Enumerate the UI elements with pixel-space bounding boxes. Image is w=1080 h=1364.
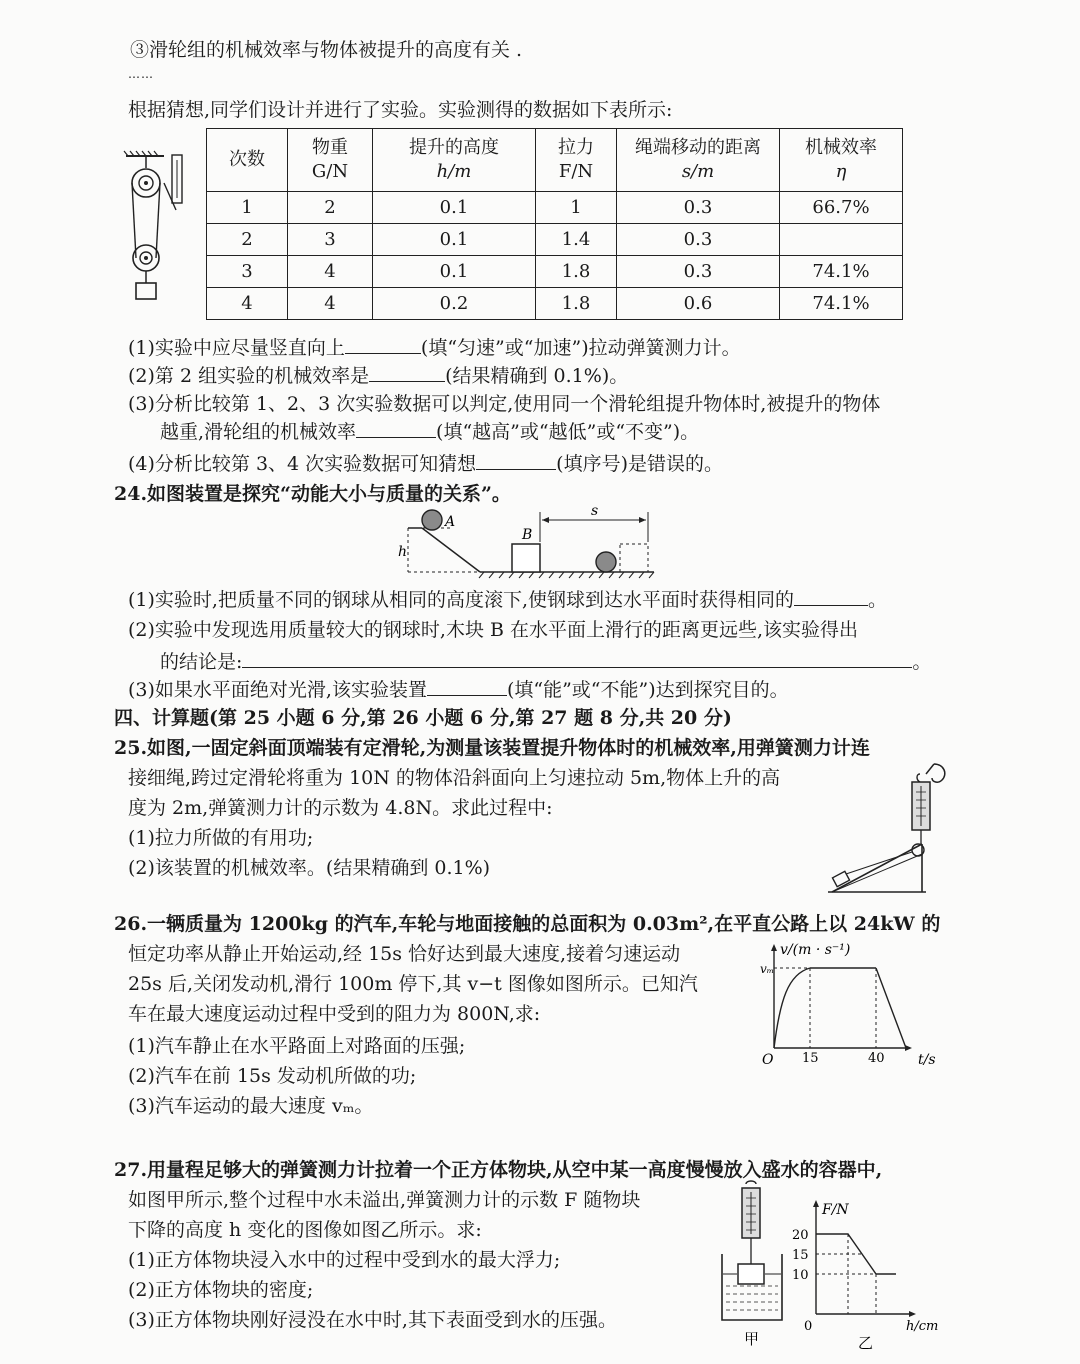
q26-line3: 25s 后,关闭发动机,滑行 100m 停下,其 v−t 图像如图所示。已知汽 [128,973,698,995]
table-cell: 0.1 [373,224,536,256]
q24-part2-end: 。 [912,651,932,673]
incline-figure [826,760,942,900]
q23-part1-text: (1)实验中应尽量竖直向上 [128,337,345,359]
table-row [207,224,903,256]
q23-part3-cont [160,420,699,444]
table-cell: 1.8 [536,256,617,288]
table-cell: 2 [288,192,373,224]
header-cell [780,129,903,192]
table-cell: 4 [288,288,373,320]
table-cell: 1.4 [536,224,617,256]
table-intro: 根据猜想,同学们设计并进行了实验。实验测得的数据如下表所示: [128,99,673,121]
header-label: 机械效率 [805,137,877,158]
header-cell [373,129,536,192]
q24-title: 24.如图装置是探究“动能大小与质量的关系”。 [114,483,511,505]
figure-yi-graph [784,1196,954,1356]
q25-text: 25.如图,一固定斜面顶端装有定滑轮,为测量该装置提升物体时的机械效率,用弹簧测力计连 [114,737,870,759]
header-unit: G/N [311,161,349,182]
table-cell: 3 [288,224,373,256]
answer-blank[interactable] [345,337,421,354]
table-cell: 4 [207,288,288,320]
answer-blank[interactable] [356,421,436,438]
answer-blank[interactable] [427,679,507,696]
q25-line2: 接细绳,跨过定滑轮将重为 10N 的物体沿斜面向上匀速拉动 5m,物体上升的高 [128,767,781,789]
label-s: s [591,503,599,519]
q23-part2-hint: (结果精确到 0.1%)。 [445,365,629,387]
header-unit: h/m [436,161,472,182]
q26-text: 26.一辆质量为 1200kg 的汽车,车轮与地面接触的总面积为 0.03m²,在平直公路上以 24kW 的 [114,913,941,935]
hypothesis-3: ③滑轮组的机械效率与物体被提升的高度有关 . [130,39,523,61]
q23-part1 [128,336,741,360]
header-unit: s/m [681,161,715,182]
header-cell [288,129,373,192]
experiment-table [206,128,903,320]
tick-15: 15 [802,1051,819,1066]
header-cell [536,129,617,192]
table-cell: 4 [288,256,373,288]
label-b: B [522,527,533,543]
q25-part2: (2)该装置的机械效率。(结果精确到 0.1%) [128,857,491,879]
q27-part2: (2)正方体物块的密度; [128,1279,314,1301]
table-cell: 1 [207,192,288,224]
table-cell: 0.6 [617,288,780,320]
tick-10: 10 [792,1268,809,1283]
header-label: 提升的高度 [409,137,499,158]
header-label: 物重 [312,137,348,158]
q26-line4: 车在最大速度运动过程中受到的阻力为 800N,求: [128,1003,541,1025]
t-axis-label: t/s [918,1052,936,1068]
q26-part3: (3)汽车运动的最大速度 vₘ。 [128,1095,374,1117]
q23-part4 [128,452,723,476]
table-cell: 74.1% [780,288,903,320]
header-label: 绳端移动的距离 [635,137,761,158]
origin-label: O [762,1052,774,1068]
q23-part1-hint: (填“匀速”或“加速”)拉动弹簧测力计。 [420,337,741,359]
answer-blank[interactable] [794,589,868,606]
table-cell: 0.1 [373,192,536,224]
q27-part3: (3)正方体物块刚好浸没在水中时,其下表面受到水的压强。 [128,1309,617,1331]
q27-part1: (1)正方体物块浸入水中的过程中受到水的最大浮力; [128,1249,561,1271]
table-header-row [207,129,903,192]
q23-part3-text: 越重,滑轮组的机械效率 [160,421,357,443]
q24-part3 [128,678,789,702]
table-cell: 1 [536,192,617,224]
header-label: 拉力 [558,137,594,158]
label-h: h [398,544,408,560]
tick-20: 20 [792,1228,809,1243]
tick-15: 15 [792,1248,809,1263]
vm-label: vₘ [760,962,775,976]
table-cell: 66.7% [780,192,903,224]
q27-line2: 如图甲所示,整个过程中水未溢出,弹簧测力计的示数 F 随物块 [128,1189,641,1211]
q26-line2: 恒定功率从静止开始运动,经 15s 恰好达到最大速度,接着匀速运动 [128,943,681,965]
answer-blank[interactable] [242,651,912,668]
q27-line1 [114,1158,882,1182]
table-cell: 0.3 [617,192,780,224]
label-yi: 乙 [858,1334,874,1352]
q24-part3-hint: (填“能”或“不能”)达到探究目的。 [506,679,789,701]
f-axis-label: F/N [822,1202,849,1218]
header-label: 次数 [229,149,265,170]
table-cell: 3 [207,256,288,288]
q25-line1 [114,736,870,760]
table-cell [780,224,903,256]
answer-blank[interactable] [476,453,556,470]
q23-part4-hint: (填序号)是错误的。 [556,453,723,475]
header-cell [617,129,780,192]
table-row [207,288,903,320]
q24-part2-text: 的结论是: [160,651,243,673]
h-axis-label: h/cm [906,1319,939,1334]
q26-line1 [114,912,940,936]
pulley-figure [124,150,194,310]
table-row [207,192,903,224]
velocity-time-graph [758,940,948,1070]
origin-label: 0 [804,1319,813,1334]
q23-part4-text: (4)分析比较第 3、4 次实验数据可知猜想 [128,453,477,475]
q26-part1: (1)汽车静止在水平路面上对路面的压强; [128,1035,466,1057]
table-cell: 74.1% [780,256,903,288]
table-cell: 0.2 [373,288,536,320]
table-cell: 1.8 [536,288,617,320]
table-cell: 0.3 [617,256,780,288]
q24-part1-text: (1)实验时,把质量不同的钢球从相同的高度滚下,使钢球到达水平面时获得相同的 [128,589,794,611]
kinetic-energy-apparatus [392,503,662,580]
q24-part1 [128,588,887,612]
q25-line3: 度为 2m,弹簧测力计的示数为 4.8N。求此过程中: [128,797,553,819]
q27-text: 27.用量程足够大的弹簧测力计拉着一个正方体物块,从空中某一高度慢慢放入盛水的容器中, [114,1159,883,1181]
section-4-heading: 四、计算题(第 25 小题 6 分,第 26 小题 6 分,第 27 题 8 分,共 20 分) [114,707,732,729]
q24-part2-cont [160,650,931,674]
header-unit: F/N [558,161,594,182]
q24-part3-text: (3)如果水平面绝对光滑,该实验装置 [128,679,427,701]
q25-part1: (1)拉力所做的有用功; [128,827,314,849]
q24-part1-end: 。 [868,589,888,611]
q23-part2-text: (2)第 2 组实验的机械效率是 [128,365,370,387]
q23-part3: (3)分析比较第 1、2、3 次实验数据可以判定,使用同一个滑轮组提升物体时,被提升的物体 [128,393,881,415]
answer-blank[interactable] [369,365,445,382]
ellipsis: …… [128,67,154,81]
header-cell [207,129,288,192]
q26-part2: (2)汽车在前 15s 发动机所做的功; [128,1065,417,1087]
label-jia: 甲 [744,1330,760,1348]
q23-part3-hint: (填“越高”或“越低”或“不变”)。 [436,421,700,443]
tick-40: 40 [868,1051,885,1066]
q24-part2: (2)实验中发现选用质量较大的钢球时,木块 B 在水平面上滑行的距离更远些,该实验得出 [128,619,859,641]
q23-part2 [128,364,628,388]
label-a: A [445,514,456,530]
q27-line3: 下降的高度 h 变化的图像如图乙所示。求: [128,1219,482,1241]
table-cell: 2 [207,224,288,256]
v-axis-label: v/(m · s⁻¹) [780,942,851,958]
table-cell: 0.1 [373,256,536,288]
header-unit: η [835,161,847,182]
table-cell: 0.3 [617,224,780,256]
table-row [207,256,903,288]
